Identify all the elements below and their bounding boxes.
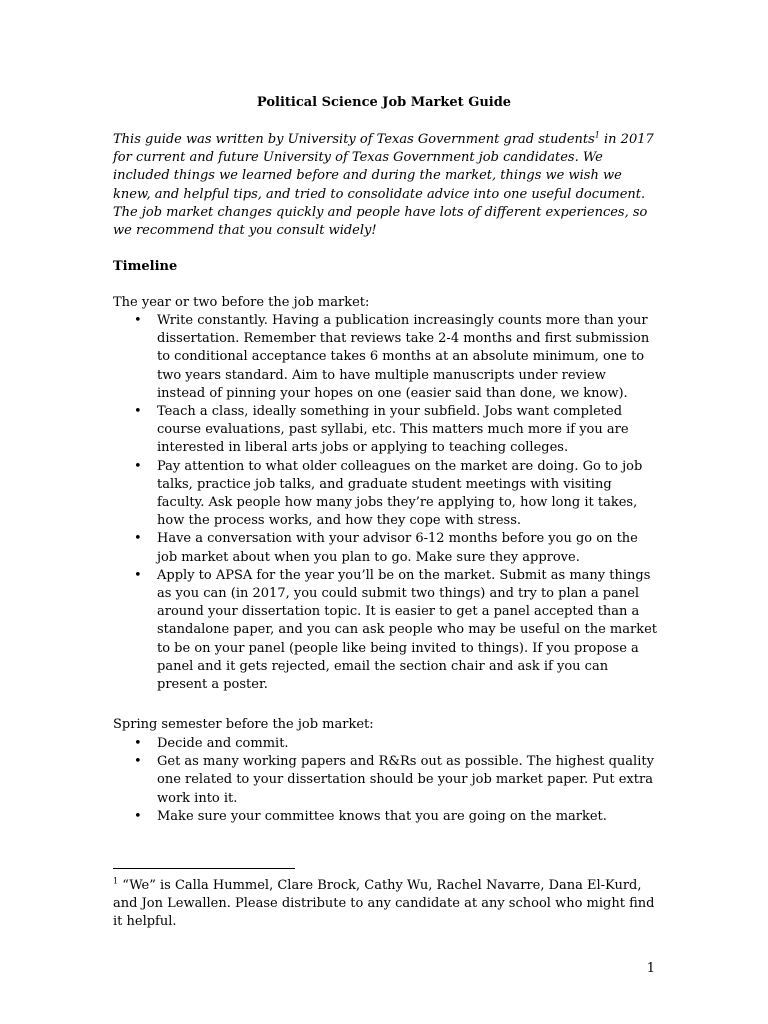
footnote-marker: 1 (113, 876, 119, 886)
bullet-glyph: • (134, 458, 142, 474)
bullet-glyph: • (134, 808, 142, 824)
list-item-text: Apply to APSA for the year you’ll be on the market. Submit as many things as you can (in 2017, you could submit two things) and try to plan a panel around your dissertation topic. It is easier to get a panel accepted than a standalone paper, and you can ask people who may be useful on the market to be on your panel (people like being invited to things). If you propose a panel and it gets rejected, email the section chair and ask if you can present a poster. (157, 567, 657, 693)
bullet-glyph: • (134, 313, 142, 328)
list-item (113, 458, 658, 531)
bullet-glyph: • (134, 754, 142, 770)
list-item-text: Decide and commit. (157, 736, 289, 751)
document-title: Political Science Job Market Guide (256, 95, 512, 110)
footnote-text: “We” is Calla Hummel, Clare Brock, Cathy Wu, Rachel Navarre, Dana El-Kurd, and Jon Lewallen. Please distribute to any candidate at any school who might find it helpful. (113, 878, 655, 930)
bullet-glyph: • (134, 736, 142, 751)
list-item (113, 735, 658, 753)
timeline-heading: Timeline (113, 259, 178, 274)
intro-text-end: in 2017 for current and future University of Texas Government job candidates. We included things we learned before and during the market, things we wish we knew, and helpful tips, and tried to consolidate advice into one useful document. The job market changes quickly and people have lots of different experiences, so we recommend that you consult widely! (113, 132, 654, 239)
list-item (113, 530, 658, 566)
list-item-text: Write constantly. Having a publication increasingly counts more than your dissertation. Remember that reviews take 2-4 months and first submission to conditional acceptance takes 6 months at an absolute minimum, one to two years standard. Aim to have multiple manuscripts under review instead of pinning your hopes on one (easier said than done, we know). (157, 313, 650, 401)
list-item-text: Get as many working papers and R&Rs out as possible. The highest quality one related to your dissertation should be your job market paper. Put extra work into it. (157, 754, 654, 806)
bullet-glyph: • (134, 404, 142, 420)
list-item-text: Pay attention to what older colleagues on the market are doing. Go to job talks, practice job talks, and graduate student meetings with visiting faculty. Ask people how many jobs they’re applying to, how long it takes, how the process works, and how they cope with stress. (157, 458, 643, 529)
page-number: 1 (646, 961, 655, 976)
spring-semester-label: Spring semester before the job market: (113, 717, 374, 732)
bullet-glyph: • (134, 567, 142, 583)
list-item (113, 567, 658, 694)
list-item-text: Make sure your committee knows that you are going on the market. (157, 808, 607, 824)
before-market-list (113, 312, 658, 694)
list-item (113, 312, 658, 403)
intro-text-start: This guide was written by University of Texas Government grad students (113, 132, 595, 147)
list-item-text: Have a conversation with your advisor 6-12 months before you go on the job market about when you plan to go. Make sure they approve. (157, 531, 638, 565)
footnote-separator (113, 868, 295, 869)
list-item (113, 808, 658, 826)
list-item (113, 753, 658, 808)
bullet-glyph: • (134, 531, 142, 547)
list-item-text: Teach a class, ideally something in your subfield. Jobs want completed course evaluations, past syllabi, etc. This matters much more if you are interested in liberal arts jobs or applying to teaching colleges. (157, 404, 629, 456)
footnote-reference: 1 (594, 130, 600, 140)
list-item (113, 403, 658, 458)
intro-paragraph (113, 131, 658, 240)
spring-semester-list (113, 735, 658, 826)
before-market-label: The year or two before the job market: (113, 295, 370, 310)
footnote (113, 877, 658, 932)
